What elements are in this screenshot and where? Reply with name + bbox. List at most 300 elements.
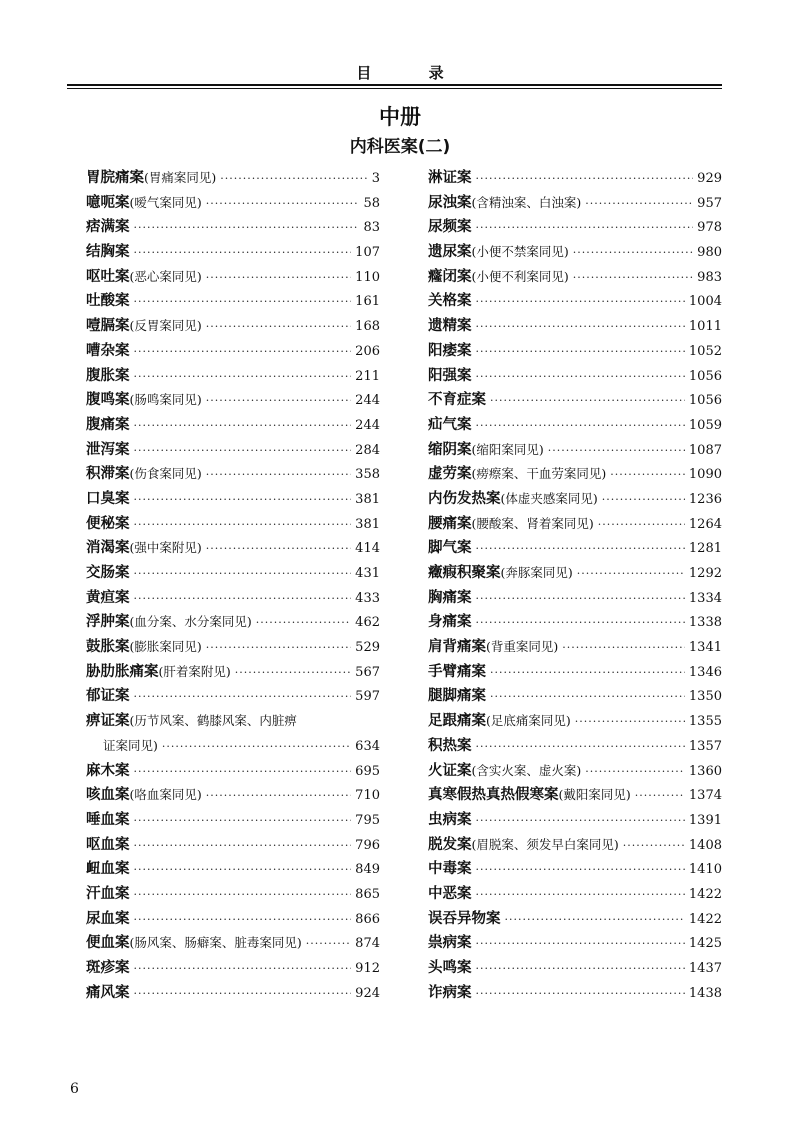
entry-title: 腰痛案 — [428, 515, 472, 532]
entry-title: 身痛案 — [428, 614, 472, 631]
toc-entry[interactable] — [428, 462, 722, 487]
entry-note: (小便不禁案同见) — [471, 244, 569, 260]
entry-title: 黄疸案 — [86, 589, 130, 606]
entry-page-number: 1350 — [688, 689, 722, 705]
entry-title: 泄泻案 — [86, 441, 130, 458]
entry-note: (小便不利案同见) — [471, 268, 569, 284]
entry-page-number: 983 — [697, 269, 722, 285]
dot-leader — [476, 982, 685, 1007]
entry-page-number: 597 — [355, 689, 380, 705]
entry-page-number: 529 — [355, 640, 380, 656]
dot-leader — [134, 809, 352, 834]
toc-entry[interactable] — [428, 240, 722, 265]
entry-title: 头鸣案 — [428, 960, 472, 976]
toc-right-column — [428, 166, 722, 1005]
dot-leader — [134, 760, 352, 785]
entry-note: (强中案附见) — [129, 540, 202, 556]
toc-entry[interactable] — [428, 709, 722, 734]
dot-leader — [575, 710, 685, 735]
toc-entry[interactable] — [86, 561, 380, 586]
toc-entry[interactable] — [428, 413, 722, 438]
entry-title: 真寒假热真热假寒案 — [428, 787, 559, 804]
entry-title: 便血案 — [86, 935, 130, 952]
entry-page-number: 1391 — [688, 812, 722, 828]
dot-leader — [134, 685, 352, 710]
entry-page-number: 107 — [355, 245, 380, 261]
toc-entry[interactable] — [428, 833, 722, 858]
toc-entry[interactable] — [86, 166, 380, 191]
entry-page-number: 1346 — [688, 664, 722, 680]
entry-note: (肠风案、肠癖案、脏毒案同见) — [129, 935, 302, 951]
toc-entry[interactable] — [86, 635, 380, 660]
toc-entry[interactable] — [428, 289, 722, 314]
toc-entry[interactable] — [428, 907, 722, 932]
toc-entry[interactable] — [86, 215, 380, 240]
entry-title: 诈病案 — [428, 984, 472, 1001]
entry-page-number: 1438 — [688, 985, 722, 1001]
entry-title: 便秘案 — [86, 515, 130, 532]
toc-entry[interactable] — [428, 215, 722, 240]
dot-leader — [623, 834, 685, 859]
entry-page-number: 1059 — [688, 417, 722, 433]
entry-note: (历节风案、鹤膝风案、内脏痹 — [129, 713, 297, 729]
dot-leader — [206, 636, 351, 661]
entry-title: 积滞案 — [86, 466, 130, 483]
dot-leader — [134, 439, 352, 464]
entry-title: 阳痿案 — [428, 342, 472, 359]
dot-leader — [476, 858, 685, 883]
toc-entry[interactable] — [428, 364, 722, 389]
entry-page-number: 912 — [355, 961, 380, 976]
toc-entry[interactable] — [86, 709, 380, 734]
entry-page-number: 1357 — [688, 738, 722, 754]
dot-leader — [306, 932, 351, 957]
toc-entry[interactable] — [86, 413, 380, 438]
entry-note: (嗳气案同见) — [129, 194, 202, 210]
entry-note: (咯血案同见) — [129, 787, 202, 803]
entry-page-number: 849 — [355, 862, 380, 878]
toc-entry[interactable] — [86, 462, 380, 487]
dot-leader — [490, 685, 685, 710]
dot-leader — [235, 661, 351, 686]
entry-title: 中毒案 — [428, 861, 472, 878]
toc-entry[interactable] — [86, 314, 380, 339]
entry-title: 祟病案 — [428, 935, 472, 952]
section-title: 内科医案(二) — [349, 137, 451, 157]
dot-leader — [206, 192, 360, 217]
entry-note: (背重案同见) — [486, 639, 559, 655]
dot-leader — [573, 266, 693, 291]
entry-title: 腹胀案 — [86, 367, 130, 384]
dot-leader — [476, 735, 685, 760]
entry-page-number: 1004 — [688, 294, 722, 310]
toc-entry[interactable] — [428, 783, 722, 808]
toc-entry[interactable] — [428, 882, 722, 907]
entry-page-number: 924 — [355, 985, 380, 1001]
entry-title: 痛风案 — [86, 984, 130, 1001]
toc-entry[interactable] — [86, 833, 380, 858]
toc-entry[interactable] — [86, 882, 380, 907]
entry-page-number: 865 — [355, 886, 380, 902]
entry-page-number: 358 — [355, 467, 380, 483]
toc-entry[interactable] — [86, 684, 380, 709]
entry-title: 口臭案 — [86, 490, 130, 507]
entry-title: 吐酸案 — [86, 293, 130, 310]
entry-page-number: 1011 — [688, 319, 722, 335]
toc-entry[interactable] — [86, 907, 380, 932]
dot-leader — [476, 216, 694, 241]
dot-leader — [206, 389, 351, 414]
entry-title: 痞满案 — [86, 219, 130, 236]
entry-title: 积热案 — [428, 737, 472, 754]
dot-leader — [134, 908, 352, 933]
entry-page-number: 978 — [697, 220, 722, 236]
entry-page-number: 414 — [355, 541, 380, 557]
toc-entry[interactable] — [86, 265, 380, 290]
entry-title: 麻木案 — [86, 762, 130, 779]
toc-entry[interactable] — [86, 660, 380, 685]
entry-title: 手臂痛案 — [428, 663, 486, 680]
entry-page-number: 1292 — [688, 566, 722, 581]
entry-title: 呕吐案 — [86, 268, 130, 285]
dot-leader — [505, 908, 685, 933]
entry-note: (奔豚案同见) — [500, 565, 573, 580]
entry-title: 胸痛案 — [428, 589, 472, 606]
entry-title: 腿脚痛案 — [428, 688, 486, 705]
entry-note: (膨胀案同见) — [129, 639, 202, 655]
entry-title: 遗精案 — [428, 318, 472, 335]
dot-leader — [610, 463, 685, 488]
dot-leader — [476, 340, 685, 365]
dot-leader — [476, 809, 685, 834]
entry-note: (胃痛案同见) — [144, 170, 217, 185]
entry-note: (体虚夹感案同见) — [500, 490, 598, 506]
dot-leader — [635, 784, 685, 809]
entry-title: 遗尿案 — [428, 244, 472, 261]
dot-leader — [476, 537, 685, 562]
toc-entry[interactable] — [428, 684, 722, 709]
entry-page-number: 1341 — [688, 640, 722, 656]
entry-title: 缩阴案 — [428, 441, 472, 458]
dot-leader — [134, 340, 352, 365]
entry-page-number: 874 — [355, 936, 380, 952]
entry-title: 尿频案 — [428, 219, 472, 236]
dot-leader — [220, 167, 367, 192]
entry-title: 腹鸣案 — [86, 392, 130, 409]
running-header-title: 目 录 — [356, 64, 470, 82]
entry-page-number: 1410 — [688, 862, 722, 878]
dot-leader — [134, 414, 352, 439]
entry-note: (痨瘵案、干血劳案同见) — [471, 466, 607, 482]
entry-title: 咳血案 — [86, 787, 130, 804]
entry-title: 痹证案 — [86, 713, 130, 730]
toc-entry[interactable] — [428, 512, 722, 537]
entry-title: 郁证案 — [86, 688, 130, 705]
dot-leader — [134, 365, 352, 390]
dot-leader — [476, 957, 685, 982]
toc-entry[interactable] — [86, 240, 380, 265]
header-rule-thin — [67, 88, 722, 89]
toc-entry[interactable] — [86, 808, 380, 833]
entry-page-number: 866 — [355, 911, 380, 927]
entry-title: 误吞异物案 — [428, 910, 501, 927]
toc-entry[interactable] — [428, 857, 722, 882]
entry-page-number: 381 — [355, 491, 380, 507]
entry-page-number: 433 — [355, 590, 380, 606]
dot-leader — [134, 957, 352, 982]
entry-title: 癃闭案 — [428, 268, 472, 285]
entry-title: 肩背痛案 — [428, 639, 486, 656]
entry-note: (肠鸣案同见) — [129, 392, 202, 408]
dot-leader — [490, 661, 685, 686]
entry-page-number: 1087 — [688, 442, 722, 458]
entry-title: 噎膈案 — [86, 318, 130, 335]
entry-note: (缩阳案同见) — [471, 441, 544, 457]
toc-entry[interactable] — [86, 388, 380, 413]
toc-entry[interactable] — [428, 808, 722, 833]
entry-page-number: 381 — [355, 516, 380, 532]
entry-note: (足底痛案同见) — [486, 713, 571, 729]
entry-title: 唾血案 — [86, 811, 130, 828]
toc-entry[interactable] — [86, 438, 380, 463]
toc-entry[interactable] — [428, 561, 722, 586]
toc-entry[interactable] — [428, 388, 722, 413]
entry-title: 中恶案 — [428, 885, 472, 902]
toc-entry[interactable] — [428, 635, 722, 660]
toc-entry[interactable] — [86, 586, 380, 611]
entry-page-number: 1056 — [688, 368, 722, 384]
entry-title: 腹痛案 — [86, 416, 130, 433]
dot-leader — [134, 883, 352, 908]
dot-leader — [134, 488, 352, 513]
entry-title: 不育症案 — [428, 392, 486, 409]
dot-leader — [476, 932, 685, 957]
dot-leader — [206, 784, 351, 809]
entry-page-number: 929 — [697, 171, 722, 186]
toc-entry[interactable] — [428, 314, 722, 339]
dot-leader — [585, 192, 693, 217]
entry-page-number: 83 — [363, 220, 380, 236]
dot-leader — [206, 315, 351, 340]
entry-page-number: 957 — [697, 195, 722, 211]
entry-page-number: 796 — [355, 837, 380, 853]
toc-entry[interactable] — [86, 536, 380, 561]
volume-title: 中册 — [379, 105, 421, 129]
toc-entry[interactable] — [86, 981, 380, 1006]
dot-leader — [134, 982, 352, 1007]
entry-page-number: 284 — [355, 442, 380, 458]
dot-leader — [585, 760, 685, 785]
dot-leader — [256, 611, 351, 636]
entry-page-number: 110 — [355, 269, 380, 285]
dot-leader — [476, 315, 685, 340]
entry-title: 癥瘕积聚案 — [428, 565, 501, 581]
toc-entry[interactable] — [428, 339, 722, 364]
toc-entry[interactable] — [428, 759, 722, 784]
entry-page-number: 1236 — [688, 491, 722, 507]
entry-page-number: 211 — [355, 368, 380, 384]
dot-leader — [577, 562, 685, 587]
toc-entry[interactable] — [428, 586, 722, 611]
dot-leader — [490, 389, 685, 414]
toc-entry[interactable] — [86, 956, 380, 981]
toc-entry[interactable] — [428, 931, 722, 956]
entry-page-number: 1052 — [688, 343, 722, 359]
entry-page-number: 1408 — [688, 837, 722, 853]
entry-page-number: 206 — [355, 343, 380, 359]
entry-page-number: 1374 — [688, 788, 722, 804]
entry-page-number: 431 — [355, 566, 380, 581]
entry-title: 脚气案 — [428, 540, 472, 557]
entry-page-number: 1334 — [688, 590, 722, 606]
entry-note: (恶心案同见) — [129, 268, 202, 284]
dot-leader — [134, 290, 352, 315]
entry-title: 浮肿案 — [86, 614, 130, 631]
entry-title: 鼓胀案 — [86, 639, 130, 656]
entry-note: (伤食案同见) — [129, 466, 202, 482]
dot-leader — [476, 414, 685, 439]
toc-entry[interactable] — [428, 956, 722, 981]
entry-title: 消渴案 — [86, 540, 130, 557]
dot-leader — [134, 562, 352, 587]
entry-title: 汗血案 — [86, 885, 130, 902]
entry-page-number: 795 — [355, 812, 380, 828]
dot-leader — [162, 735, 351, 760]
entry-page-number: 1422 — [688, 886, 722, 902]
page-number: 6 — [70, 1081, 79, 1097]
entry-title: 胁肋胀痛案 — [86, 663, 159, 680]
toc-entry[interactable] — [428, 191, 722, 216]
entry-title: 疝气案 — [428, 416, 472, 433]
entry-title: 胃脘痛案 — [86, 170, 144, 186]
dot-leader — [206, 463, 351, 488]
entry-title: 结胸案 — [86, 244, 130, 261]
toc-entry[interactable] — [86, 487, 380, 512]
toc-entry[interactable] — [86, 857, 380, 882]
entry-title: 内伤发热案 — [428, 490, 501, 507]
entry-page-number: 161 — [355, 294, 380, 310]
entry-page-number: 244 — [355, 393, 380, 409]
toc-entry[interactable] — [428, 487, 722, 512]
entry-page-number: 244 — [355, 417, 380, 433]
dot-leader — [573, 241, 693, 266]
entry-title: 呕血案 — [86, 836, 130, 853]
dot-leader — [134, 513, 352, 538]
entry-note: 证案同见) — [103, 737, 158, 753]
entry-title: 火证案 — [428, 762, 472, 779]
entry-title: 尿浊案 — [428, 194, 472, 211]
entry-title: 脱发案 — [428, 836, 472, 853]
header-rule-thick — [67, 84, 722, 86]
entry-title: 嘈杂案 — [86, 342, 130, 359]
dot-leader — [562, 636, 685, 661]
entry-title: 关格案 — [428, 293, 472, 310]
dot-leader — [476, 587, 685, 612]
toc-entry[interactable] — [86, 734, 380, 759]
toc-entry[interactable] — [428, 610, 722, 635]
toc-entry[interactable] — [86, 364, 380, 389]
dot-leader — [206, 537, 351, 562]
entry-note: (含实火案、虚火案) — [471, 762, 582, 778]
entry-title: 阳强案 — [428, 367, 472, 384]
dot-leader — [134, 216, 360, 241]
dot-leader — [548, 439, 685, 464]
entry-note: (眉脱案、须发早白案同见) — [471, 836, 619, 852]
entry-note: (血分案、水分案同见) — [129, 614, 252, 630]
toc-entry[interactable] — [428, 265, 722, 290]
toc-entry[interactable] — [428, 660, 722, 685]
dot-leader — [476, 611, 685, 636]
entry-page-number: 1425 — [688, 936, 722, 952]
toc-entry[interactable] — [428, 438, 722, 463]
dot-leader — [476, 365, 685, 390]
toc-left-column — [86, 166, 380, 1005]
entry-page-number: 1360 — [688, 763, 722, 779]
dot-leader — [476, 883, 685, 908]
entry-title: 交肠案 — [86, 565, 130, 581]
dot-leader — [134, 858, 352, 883]
entry-title: 尿血案 — [86, 910, 130, 927]
entry-page-number: 567 — [355, 664, 380, 680]
entry-note: (戴阳案同见) — [558, 787, 631, 803]
toc-entry[interactable] — [428, 734, 722, 759]
dot-leader — [134, 241, 352, 266]
entry-page-number: 1355 — [688, 714, 722, 730]
toc-entry[interactable] — [428, 536, 722, 561]
entry-note: (肝着案附见) — [158, 663, 231, 679]
entry-page-number: 1090 — [688, 467, 722, 483]
entry-title: 斑疹案 — [86, 960, 130, 976]
entry-note: (反胃案同见) — [129, 318, 202, 334]
entry-page-number: 1437 — [688, 961, 722, 976]
dot-leader — [134, 834, 352, 859]
entry-page-number: 1422 — [688, 911, 722, 927]
entry-title: 虚劳案 — [428, 466, 472, 483]
entry-title: 噫呃案 — [86, 194, 130, 211]
entry-page-number: 462 — [355, 615, 380, 631]
toc-entry[interactable] — [86, 289, 380, 314]
toc-entry[interactable] — [86, 191, 380, 216]
entry-page-number: 3 — [371, 171, 380, 186]
toc-entry[interactable] — [86, 610, 380, 635]
entry-page-number: 1056 — [688, 393, 722, 409]
entry-page-number: 980 — [697, 245, 722, 261]
entry-title: 足跟痛案 — [428, 713, 486, 730]
entry-title: 衄血案 — [86, 861, 130, 878]
dot-leader — [476, 290, 685, 315]
entry-page-number: 695 — [355, 763, 380, 779]
toc-entry[interactable] — [86, 339, 380, 364]
entry-page-number: 710 — [355, 788, 380, 804]
entry-page-number: 1264 — [688, 516, 722, 532]
entry-page-number: 1338 — [688, 615, 722, 631]
dot-leader — [598, 513, 685, 538]
toc-entry[interactable] — [86, 759, 380, 784]
toc-entry[interactable] — [428, 166, 722, 191]
toc-entry[interactable] — [86, 512, 380, 537]
entry-page-number: 1281 — [688, 541, 722, 557]
entry-page-number: 58 — [363, 195, 380, 211]
dot-leader — [602, 488, 685, 513]
entry-page-number: 634 — [355, 738, 380, 754]
dot-leader — [206, 266, 351, 291]
toc-entry[interactable] — [86, 783, 380, 808]
entry-note: (含精浊案、白浊案) — [471, 194, 582, 210]
toc-entry[interactable] — [428, 981, 722, 1006]
toc-entry[interactable] — [86, 931, 380, 956]
entry-note: (腰酸案、肾着案同见) — [471, 515, 594, 531]
dot-leader — [476, 167, 694, 192]
